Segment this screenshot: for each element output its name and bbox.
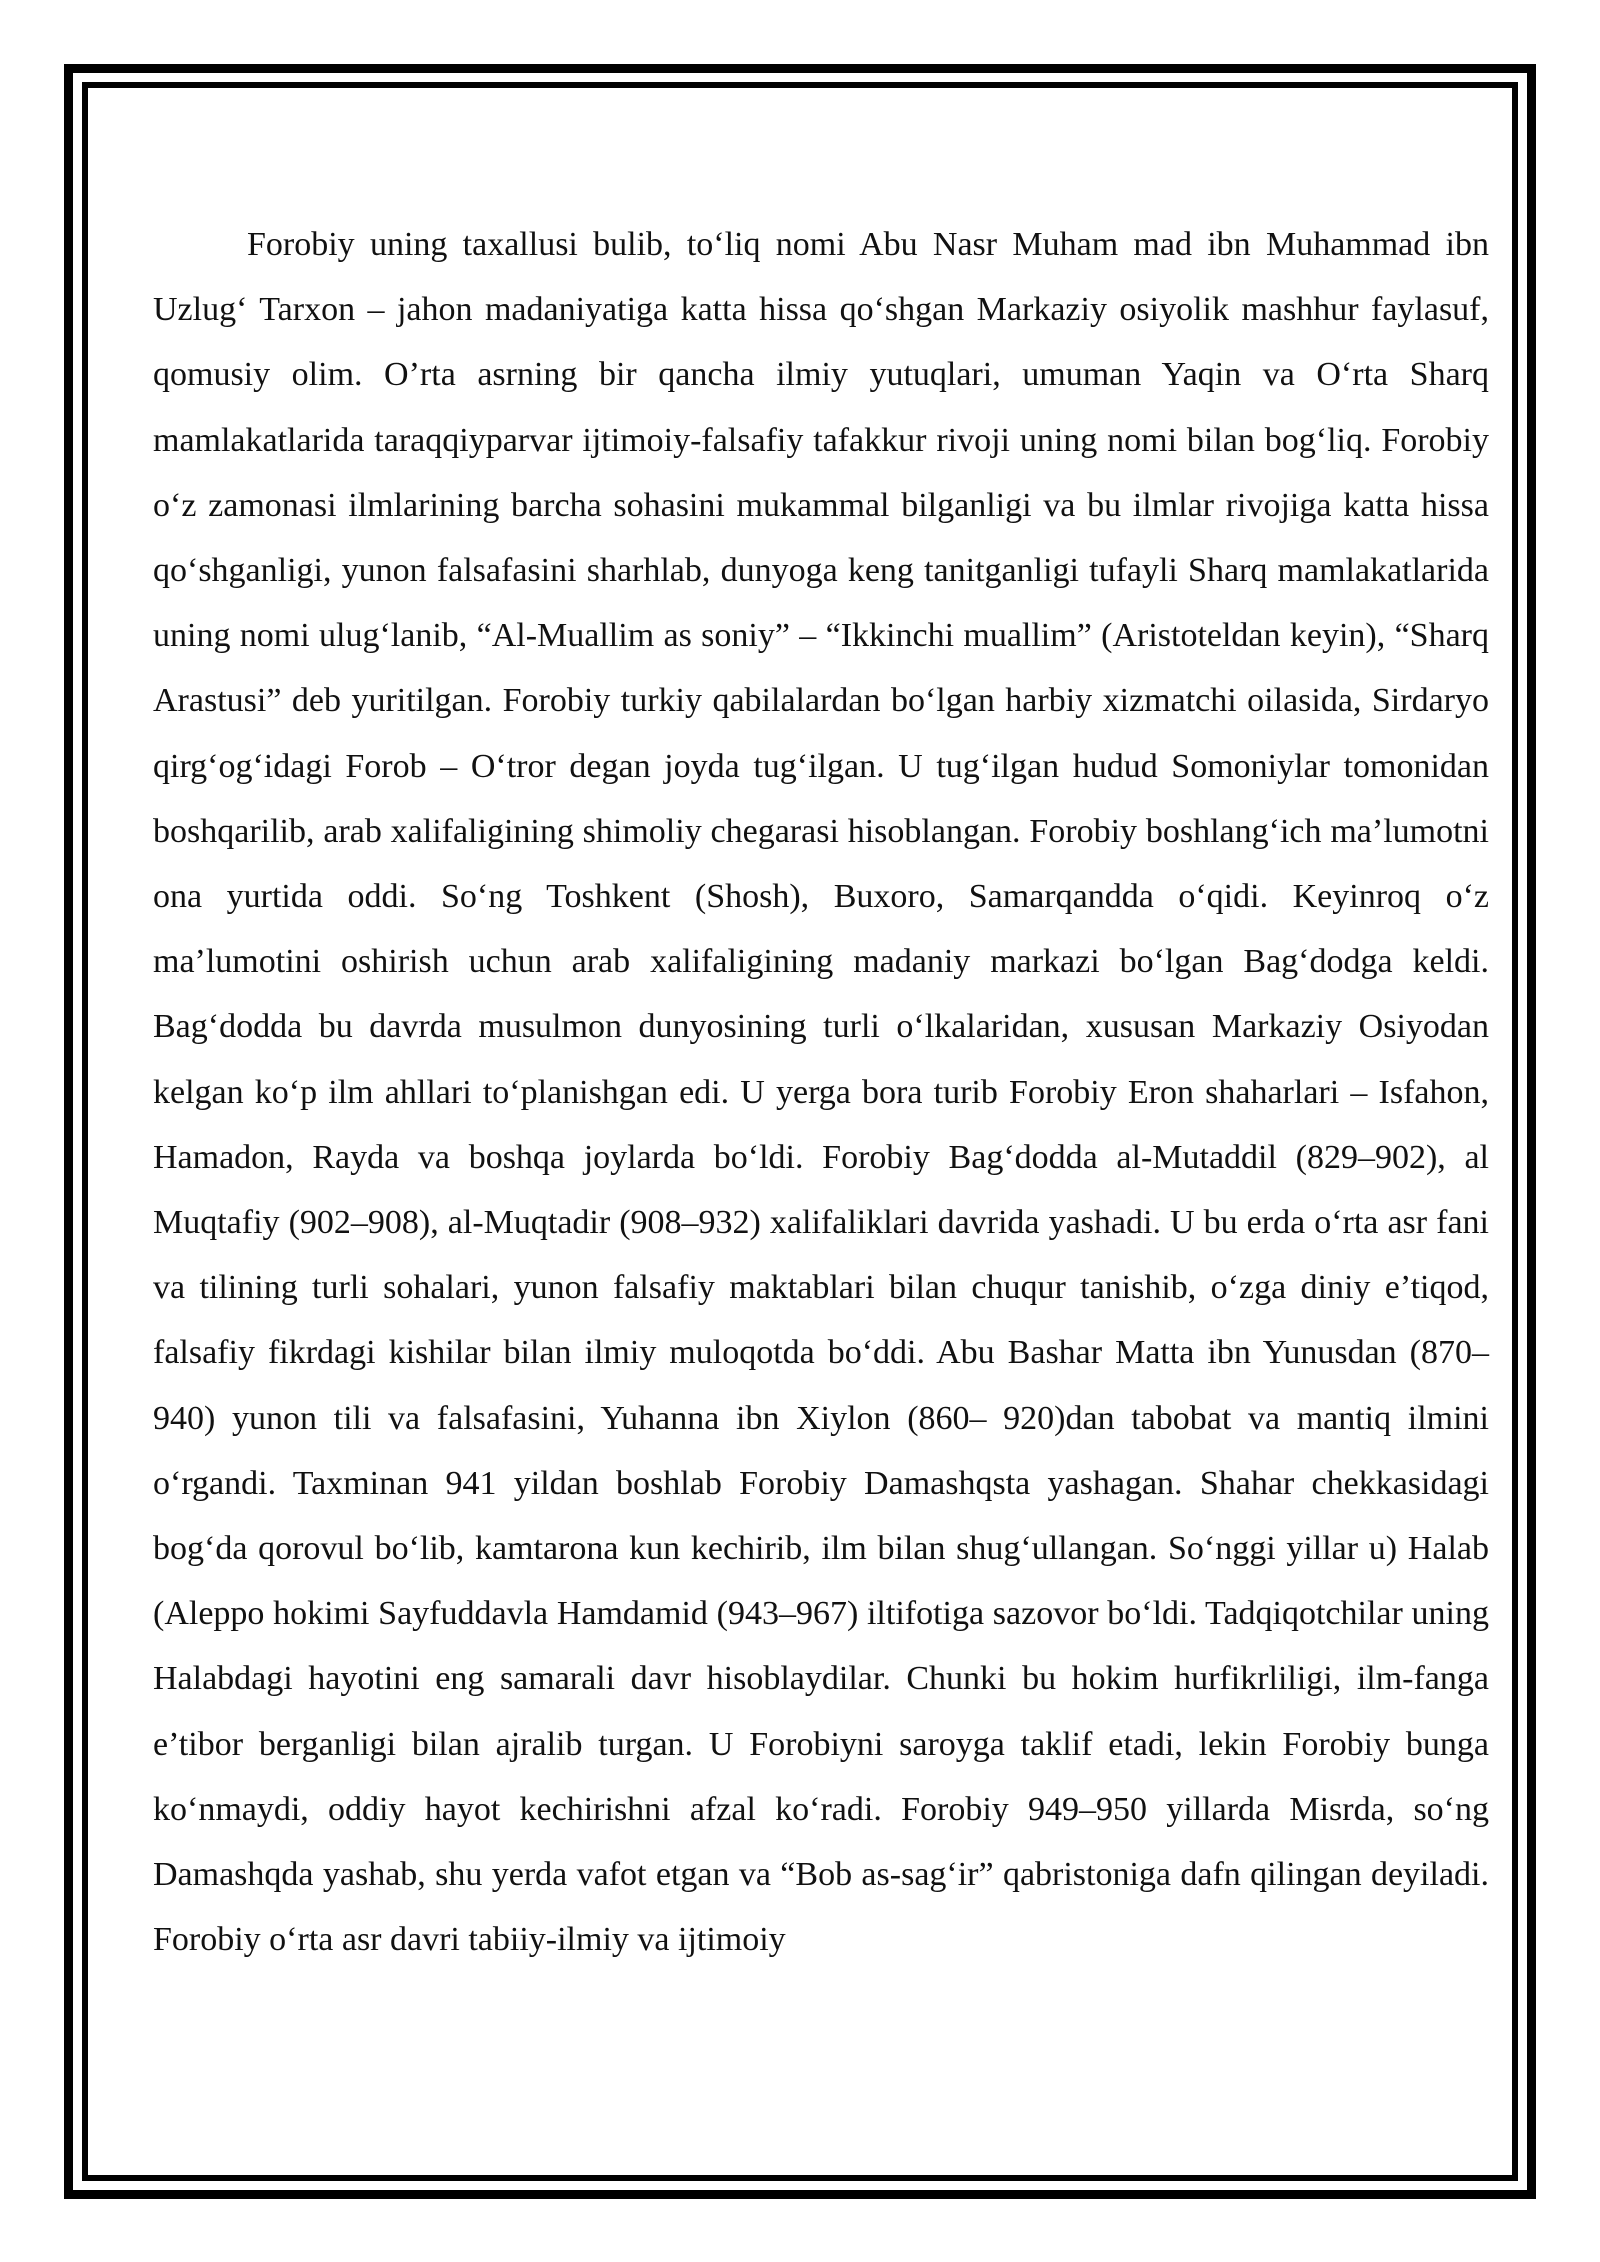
body-paragraph: Forobiy uning taxallusi bulib, to‘liq nomi Abu Nasr Muham mad ibn Muhammad ibn Uzlug‘ Tarxon – jahon madaniyatiga katta hissa qo‘shgan Markaziy osiyolik mashhur faylasuf, qomusiy olim. O’rta asrning bir qancha ilmiy yutuqlari, umuman Yaqin va O‘rta Sharq mamlakatlarida taraqqiyparvar ijtimoiy-falsafiy tafakkur rivoji uning nomi bilan bog‘liq. Forobiy o‘z zamonasi ilmlarining barcha sohasini mukammal bilganligi va bu ilmlar rivojiga katta hissa qo‘shganligi, yunon falsafasini sharhlab, dunyoga keng tanitganligi tufayli Sharq mamlakatlarida uning nomi ulug‘lanib, “Al-Muallim as soniy” – “Ikkinchi muallim” (Aristoteldan keyin), “Sharq Arastusi” deb yuritilgan. Forobiy turkiy qabilalardan bo‘lgan harbiy xizmatchi oilasida, Sirdaryo qirg‘og‘idagi Forob – O‘tror degan joyda tug‘ilgan. U tug‘ilgan hudud Somoniylar tomonidan boshqarilib, arab xalifaligining shimoliy chegarasi hisoblangan. Forobiy boshlang‘ich ma’lumotni ona yurtida oddi. So‘ng Toshkent (Shosh), Buxoro, Samarqandda o‘qidi. Keyinroq o‘z ma’lumotini oshirish uchun arab xalifaligining madaniy markazi bo‘lgan Bag‘dodga keldi. Bag‘dodda bu davrda musulmon dunyosining turli o‘lkalaridan, xususan Markaziy Osiyodan kelgan ko‘p ilm ahllari to‘planishgan edi. U yerga bora turib Forobiy Eron shaharlari – Isfahon, Hamadon, Rayda va boshqa joylarda bo‘ldi. Forobiy Bag‘dodda al-Mutaddil (829–902), al Muqtafiy (902–908), al-Muqtadir (908–932) xalifaliklari davrida yashadi. U bu erda o‘rta asr fani va tilining turli sohalari, yunon falsafiy maktablari bilan chuqur tanishib, o‘zga diniy e’tiqod, falsafiy fikrdagi kishilar bilan ilmiy muloqotda bo‘ddi. Abu Bashar Matta ibn Yunusdan (870–940) yunon tili va falsafasini, Yuhanna ibn Xiylon (860– 920)dan tabobat va mantiq ilmini o‘rgandi. Taxminan 941 yildan boshlab Forobiy Damashqsta yashagan. Shahar chekkasidagi bog‘da qorovul bo‘lib, kamtarona kun kechirib, ilm bilan shug‘ullangan. So‘nggi yillar u) Halab (Aleppo hokimi Sayfuddavla Hamdamid (943–967) iltifotiga sazovor bo‘ldi. Tadqiqotchilar uning Halabdagi hayotini eng samarali davr hisoblaydilar. Chunki bu hokim hurfikrliligi, ilm-fanga e’tibor berganligi bilan ajralib turgan. U Forobiyni saroyga taklif etadi, lekin Forobiy bunga ko‘nmaydi, oddiy hayot kechirishni afzal ko‘radi. Forobiy 949–950 yillarda Misrda, so‘ng Damashqda yashab, shu yerda vafot etgan va “Bob as-sag‘ir” qabristoniga dafn qilingan deyiladi. Forobiy o‘rta asr davri tabiiy-ilmiy va ijtimoiy (153, 226, 1489, 1959)
document-body (153, 212, 1489, 1972)
